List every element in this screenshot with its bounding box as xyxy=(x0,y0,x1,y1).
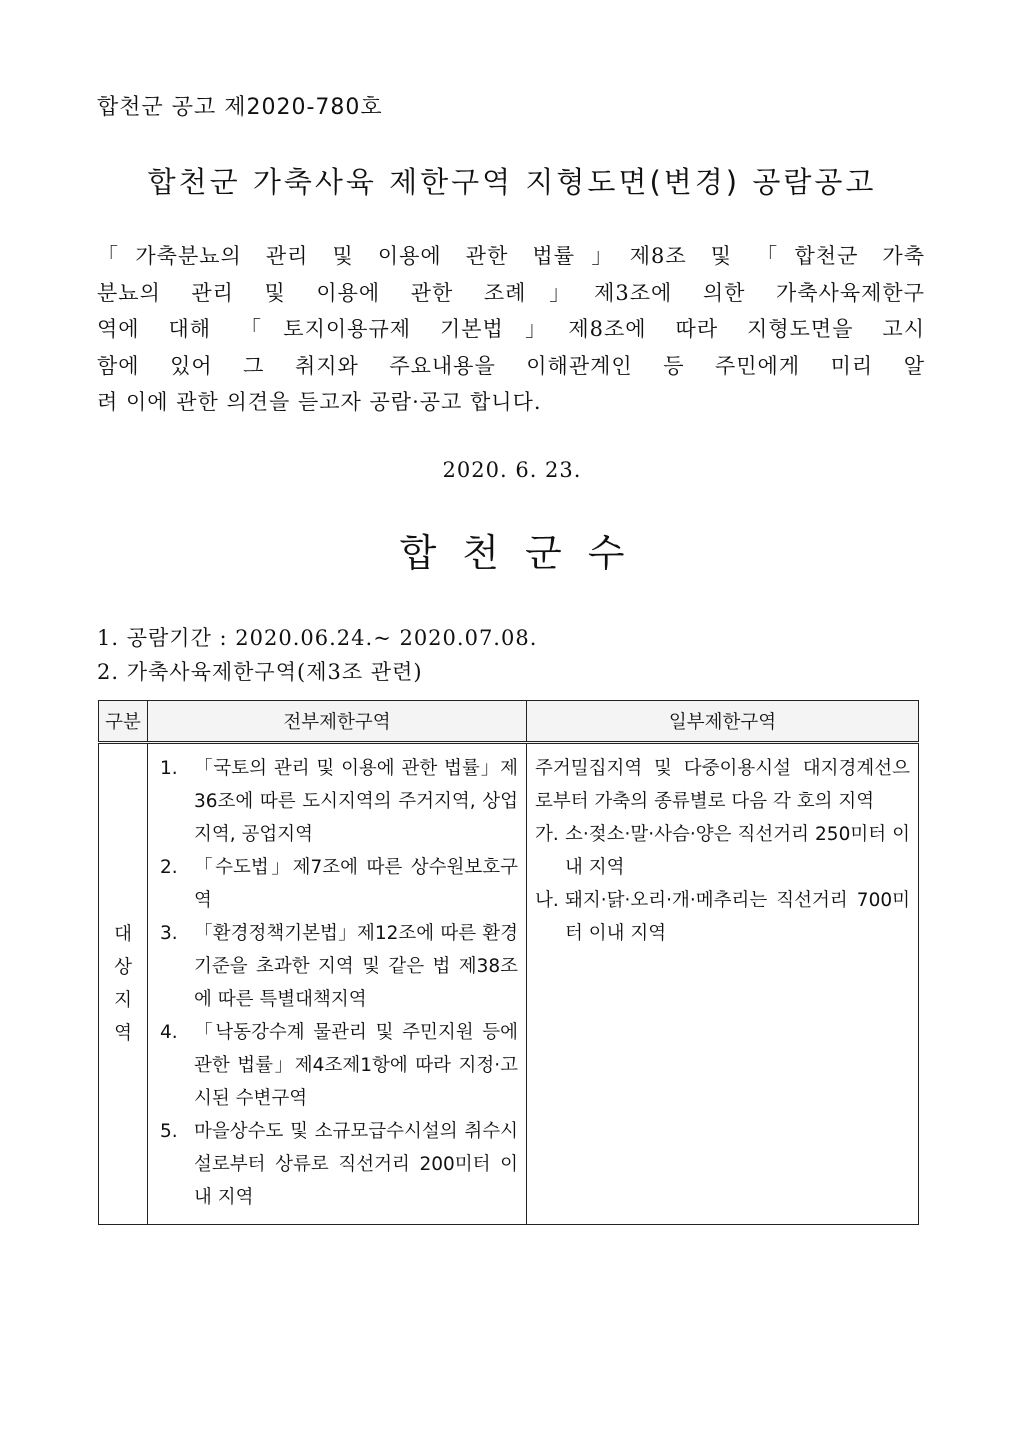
item-text: 「환경정책기본법」제12조에 따른 환경기준을 초과한 지역 및 같은 법 제38조에 따른 특별대책지역 xyxy=(194,923,518,1010)
header-category: 구분 xyxy=(99,701,148,743)
partial-intro: 주거밀집지역 및 다중이용시설 대지경계선으로부터 가축의 종류별로 다음 각 호의 지역 xyxy=(535,758,910,812)
item-text: 돼지·닭·오리·개·메추리는 직선거리 700미터 이내 지역 xyxy=(565,890,910,944)
list-item xyxy=(156,752,518,851)
row-label xyxy=(99,743,148,1225)
table-row xyxy=(99,743,919,1225)
page-title: 합천군 가축사육 제한구역 지형도면(변경) 공람공고 xyxy=(147,165,877,199)
list-item xyxy=(156,917,518,1016)
list-item xyxy=(156,1115,518,1214)
row-label-char: 대 xyxy=(114,924,132,945)
item-text: 「국토의 관리 및 이용에 관한 법률」제36조에 따른 도시지역의 주거지역, 상업지역, 공업지역 xyxy=(194,758,518,845)
intro-line: 역에 대해 「토지이용규제 기본법」제8조에 따라 지형도면을 고시 xyxy=(97,317,925,341)
full-restriction-cell xyxy=(148,743,527,1225)
intro-line: 분뇨의 관리 및 이용에 관한 조례」제3조에 의한 가축사육제한구 xyxy=(97,280,925,305)
list-item xyxy=(535,818,910,884)
item-number: 5. xyxy=(160,1121,178,1142)
notice-date: 2020. 6. 23. xyxy=(442,458,582,482)
restricted-zone-heading: 2. 가축사육제한구역(제3조 관련) xyxy=(97,660,423,684)
list-item xyxy=(535,884,910,950)
list-item xyxy=(156,851,518,917)
row-label-char: 상 xyxy=(114,957,132,978)
table-header-row xyxy=(99,701,919,743)
item-text: 마을상수도 및 소규모급수시설의 취수시설로부터 상류로 직선거리 200미터 이내 지역 xyxy=(194,1121,518,1208)
restriction-table xyxy=(98,700,919,1225)
intro-line: 함에 있어 그 취지와 주요내용을 이해관계인 등 주민에게 미리 알 xyxy=(97,353,925,378)
viewing-period: 1. 공람기간 : 2020.06.24.~ 2020.07.08. xyxy=(97,626,538,650)
item-number: 가. xyxy=(535,824,559,845)
item-number: 나. xyxy=(535,890,559,911)
row-label-char: 역 xyxy=(114,1023,132,1044)
item-text: 「낙동강수계 물관리 및 주민지원 등에 관한 법률」제4조제1항에 따라 지정·고시된 수변구역 xyxy=(194,1022,518,1109)
list-item xyxy=(156,1016,518,1115)
header-full-restriction: 전부제한구역 xyxy=(148,701,527,743)
item-number: 3. xyxy=(160,923,178,944)
item-number: 4. xyxy=(160,1022,178,1043)
item-text: 소·젖소·말·사슴·양은 직선거리 250미터 이내 지역 xyxy=(565,824,910,878)
signer-name: 합천군수 xyxy=(399,531,651,575)
notice-number: 합천군 공고 제2020-780호 xyxy=(97,95,383,120)
intro-paragraph xyxy=(97,238,925,421)
header-partial-restriction: 일부제한구역 xyxy=(527,701,919,743)
intro-line: 「가축분뇨의 관리 및 이용에 관한 법률」제8조 및 「합천군 가축 xyxy=(97,244,925,268)
row-label-char: 지 xyxy=(114,990,132,1011)
item-number: 1. xyxy=(160,758,178,779)
intro-line: 려 이에 관한 의견을 듣고자 공람·공고 합니다. xyxy=(97,390,542,414)
partial-restriction-cell xyxy=(527,743,919,1225)
item-number: 2. xyxy=(160,857,178,878)
item-text: 「수도법」제7조에 따른 상수원보호구역 xyxy=(194,857,518,911)
